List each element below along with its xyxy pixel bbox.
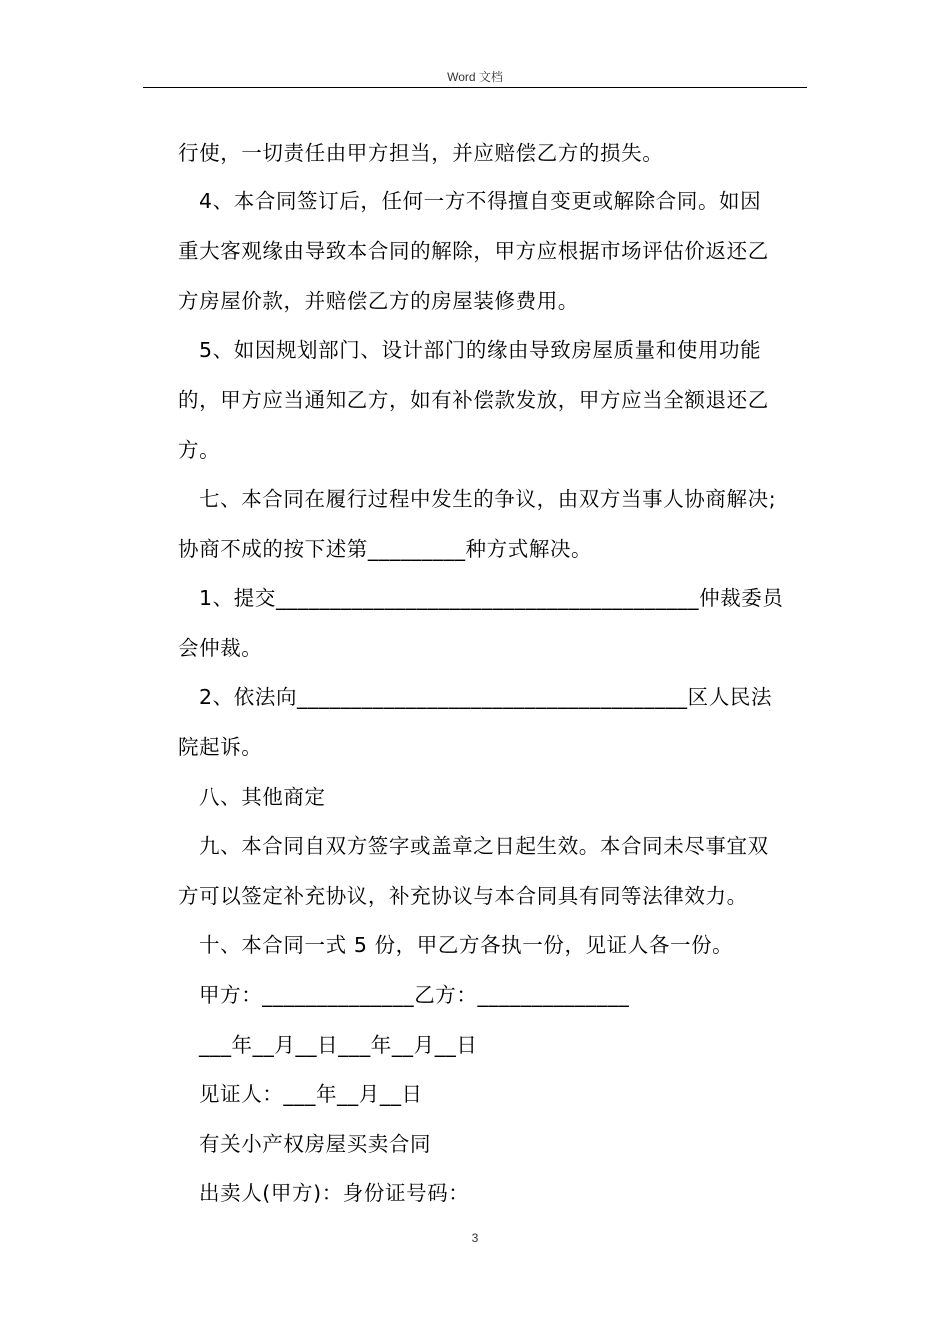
paragraph-line: 1、提交_______________________________________仲裁委员 xyxy=(199,586,784,610)
paragraph-line: 出卖人(甲方)：身份证号码： xyxy=(199,1181,470,1205)
paragraph-line: 方房屋价款，并赔偿乙方的房屋装修费用。 xyxy=(178,289,579,313)
paragraph-line: 重大客观缘由导致本合同的解除，甲方应根据市场评估价返还乙 xyxy=(178,239,769,263)
paragraph-line: 八、其他商定 xyxy=(199,785,326,809)
page-number: 3 xyxy=(471,1231,479,1245)
paragraph-line: 九、本合同自双方签字或盖章之日起生效。本合同未尽事宜双 xyxy=(199,834,769,858)
paragraph-line: 院起诉。 xyxy=(178,735,263,759)
header-divider xyxy=(143,87,807,88)
paragraph-line: 行使，一切责任由甲方担当，并应赔偿乙方的损失。 xyxy=(178,141,664,165)
page-header-text: Word 文档 xyxy=(447,70,503,84)
paragraph-line: 5、如因规划部门、设计部门的缘由导致房屋质量和使用功能 xyxy=(199,338,762,362)
paragraph-line: 方可以签定补充协议，补充协议与本合同具有同等法律效力。 xyxy=(178,884,748,908)
paragraph-line: 会仲裁。 xyxy=(178,636,263,660)
section-title: 有关小产权房屋买卖合同 xyxy=(199,1132,432,1156)
paragraph-line: 十、本合同一式 5 份，甲乙方各执一份，见证人各一份。 xyxy=(199,933,734,957)
paragraph-line: 的，甲方应当通知乙方，如有补偿款发放，甲方应当全额退还乙 xyxy=(178,388,769,412)
paragraph-line: 七、本合同在履行过程中发生的争议，由双方当事人协商解决; xyxy=(199,487,777,511)
paragraph-line: 方。 xyxy=(178,438,221,462)
date-line: ___年__月__日___年__月__日 xyxy=(199,1033,478,1057)
paragraph-line: 2、依法向____________________________________区人民法 xyxy=(199,685,773,709)
paragraph-line: 4、本合同签订后，任何一方不得擅自变更或解除合同。如因 xyxy=(199,189,762,213)
signature-line: 甲方：______________乙方：______________ xyxy=(199,983,630,1007)
witness-line: 见证人：___年__月__日 xyxy=(199,1082,423,1106)
paragraph-line: 协商不成的按下述第_________种方式解决。 xyxy=(178,537,593,561)
